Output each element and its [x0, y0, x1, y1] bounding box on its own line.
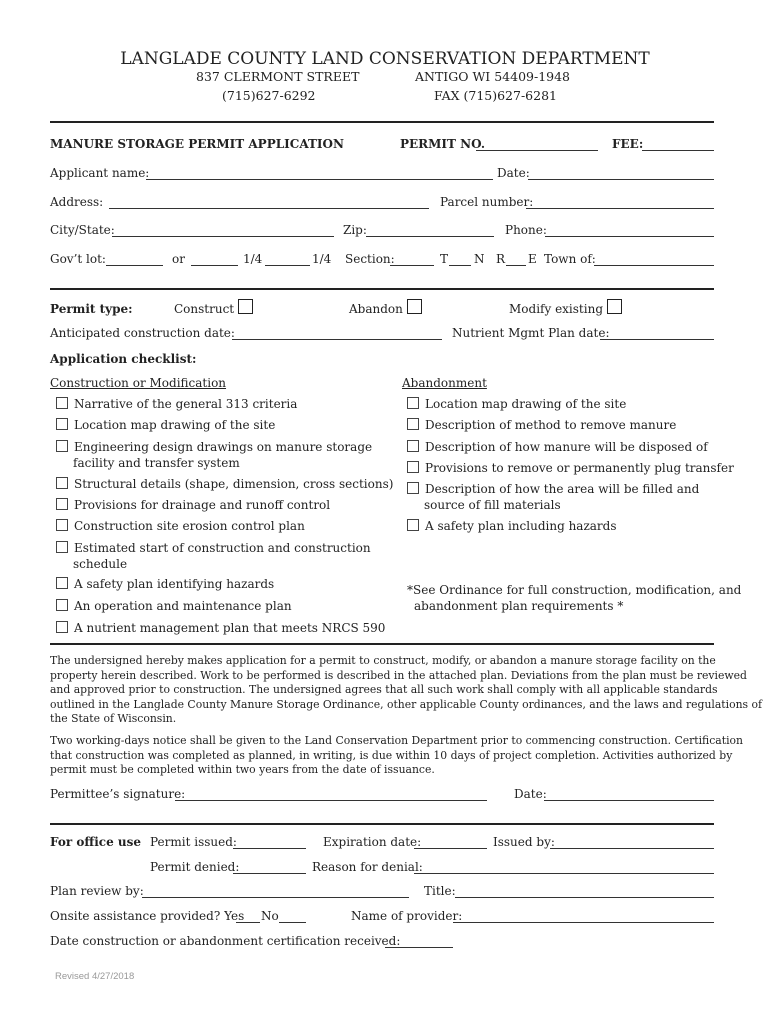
- revised-date: Revised 4/27/2018: [55, 971, 135, 982]
- modify-existing-checkbox[interactable]: [607, 299, 622, 314]
- quarter-field-2[interactable]: [265, 252, 310, 266]
- checkbox[interactable]: [56, 577, 68, 589]
- nutrient-plan-date-label: Nutrient Mgmt Plan date:: [452, 326, 610, 340]
- zip-field[interactable]: [366, 223, 494, 237]
- divider: [50, 121, 714, 123]
- date-label: Date:: [497, 166, 530, 180]
- govt-lot-field[interactable]: [106, 252, 163, 266]
- checklist-item[interactable]: Location map drawing of the site: [407, 397, 626, 411]
- applicant-name-label: Applicant name:: [50, 166, 150, 180]
- checkbox[interactable]: [407, 461, 419, 473]
- notice-paragraph: Two working-days notice shall be given to the Land Conservation Department prior to commencing construction. Certification that construction was completed as planned, in writing, is due within 10 days of project completion. Activities authorized by permit must be completed within two years from the date of issuance.: [50, 734, 743, 776]
- form-title: MANURE STORAGE PERMIT APPLICATION: [50, 137, 344, 151]
- parcel-number-field[interactable]: [526, 195, 714, 209]
- city-state-label: City/State:: [50, 223, 115, 237]
- east-label: E: [528, 252, 537, 266]
- checklist-heading: Application checklist:: [50, 352, 197, 366]
- checkbox[interactable]: [56, 621, 68, 633]
- anticipated-date-label: Anticipated construction date:: [50, 326, 235, 340]
- checkbox[interactable]: [56, 498, 68, 510]
- onsite-no-label: No: [261, 909, 279, 923]
- range-field[interactable]: [506, 252, 526, 266]
- permit-issued-field[interactable]: [233, 835, 306, 849]
- checklist-item[interactable]: Description of how manure will be disposed of: [407, 440, 708, 454]
- certification-date-label: Date construction or abandonment certification received:: [50, 934, 401, 948]
- phone-field[interactable]: [545, 223, 714, 237]
- title-field[interactable]: [455, 884, 714, 898]
- checklist-item-continued: facility and transfer system: [73, 456, 240, 470]
- govt-lot-label: Gov’t lot:: [50, 252, 106, 266]
- abandon-checkbox[interactable]: [407, 299, 422, 314]
- checkbox[interactable]: [407, 397, 419, 409]
- onsite-no-field[interactable]: [279, 909, 306, 923]
- office-use-label: For office use: [50, 835, 142, 849]
- onsite-label: Onsite assistance provided? Yes: [50, 909, 245, 923]
- ordinance-note: abandonment plan requirements *: [414, 599, 624, 613]
- checkbox[interactable]: [56, 397, 68, 409]
- permit-denied-label: Permit denied:: [150, 860, 240, 874]
- anticipated-date-field[interactable]: [232, 326, 442, 340]
- provider-field[interactable]: [453, 909, 714, 923]
- city-address: ANTIGO WI 54409-1948: [415, 69, 571, 84]
- checklist-item[interactable]: Provisions for drainage and runoff control: [56, 498, 330, 512]
- checkbox[interactable]: [407, 519, 419, 531]
- checklist-item-continued: source of fill materials: [424, 498, 561, 512]
- checkbox[interactable]: [56, 599, 68, 611]
- date-field[interactable]: [528, 166, 714, 180]
- certification-date-field[interactable]: [385, 934, 453, 948]
- reason-denial-label: Reason for denial:: [312, 860, 423, 874]
- north-label: N: [474, 252, 485, 266]
- fax-number: FAX (715)627-6281: [434, 88, 557, 103]
- checklist-item[interactable]: Narrative of the general 313 criteria: [56, 397, 297, 411]
- expiration-date-label: Expiration date:: [323, 835, 422, 849]
- checklist-item[interactable]: Description of how the area will be filled and: [407, 482, 699, 496]
- city-state-field[interactable]: [112, 223, 334, 237]
- checkbox[interactable]: [407, 418, 419, 430]
- address-field[interactable]: [109, 195, 429, 209]
- checklist-item[interactable]: An operation and maintenance plan: [56, 599, 292, 613]
- checklist-item[interactable]: A safety plan including hazards: [407, 519, 617, 533]
- divider: [50, 643, 714, 645]
- township-label: T: [440, 252, 449, 266]
- section-label: Section:: [345, 252, 395, 266]
- agreement-paragraph: The undersigned hereby makes application for a permit to construct, modify, or abandon a manure storage facility on the property herein described. Work to be performed is described in the attached plan. Deviations from the plan must be reviewed and approved prior to construction. The undersigned agrees that all such work shall comply with all applicable standards outlined in the Langlade County Manure Storage Ordinance, other applicable County ordinances, and the laws and regulations of the State of Wisconsin.: [50, 654, 763, 725]
- checkbox[interactable]: [56, 541, 68, 553]
- nutrient-plan-date-field[interactable]: [600, 326, 714, 340]
- phone-label: Phone:: [505, 223, 547, 237]
- phone-number: (715)627-6292: [222, 88, 316, 103]
- range-label: R: [496, 252, 506, 266]
- issued-by-label: Issued by:: [493, 835, 555, 849]
- parcel-number-label: Parcel number:: [440, 195, 534, 209]
- permit-type-label: Permit type:: [50, 302, 133, 316]
- permit-no-label: PERMIT NO.: [400, 137, 486, 151]
- plan-review-field[interactable]: [142, 884, 409, 898]
- divider: [50, 823, 714, 825]
- quarter-label-1: 1/4: [243, 252, 263, 266]
- town-of-field[interactable]: [594, 252, 714, 266]
- zip-label: Zip:: [343, 223, 367, 237]
- or-label: or: [172, 252, 185, 266]
- checklist-item[interactable]: Construction site erosion control plan: [56, 519, 305, 533]
- checklist-item[interactable]: Location map drawing of the site: [56, 418, 275, 432]
- signature-date-field[interactable]: [544, 787, 714, 801]
- modify-existing-label: Modify existing: [509, 302, 604, 316]
- checklist-item[interactable]: A nutrient management plan that meets NRCS 590: [56, 621, 385, 635]
- construct-label: Construct: [174, 302, 235, 316]
- permit-denied-field[interactable]: [233, 860, 306, 874]
- checkbox[interactable]: [407, 482, 419, 494]
- permit-no-field[interactable]: [476, 137, 598, 151]
- checklist-item[interactable]: Provisions to remove or permanently plug transfer: [407, 461, 734, 475]
- township-field[interactable]: [449, 252, 471, 266]
- checklist-item-continued: schedule: [73, 557, 128, 571]
- onsite-yes-field[interactable]: [236, 909, 260, 923]
- signature-label: Permittee’s signature:: [50, 787, 186, 801]
- street-address: 837 CLERMONT STREET: [196, 69, 360, 84]
- department-title: LANGLADE COUNTY LAND CONSERVATION DEPARTMENT: [120, 49, 650, 69]
- fee-label: FEE:: [612, 137, 644, 151]
- title-label: Title:: [424, 884, 456, 898]
- signature-field[interactable]: [175, 787, 487, 801]
- permit-issued-label: Permit issued:: [150, 835, 237, 849]
- checklist-item[interactable]: Estimated start of construction and construction: [56, 541, 371, 555]
- construct-checkbox[interactable]: [238, 299, 253, 314]
- fee-field[interactable]: [642, 137, 714, 151]
- checklist-item[interactable]: Engineering design drawings on manure storage: [56, 440, 372, 454]
- expiration-date-field[interactable]: [414, 835, 487, 849]
- provider-label: Name of provider:: [351, 909, 463, 923]
- checkbox[interactable]: [56, 477, 68, 489]
- section-field[interactable]: [390, 252, 434, 266]
- ordinance-note: *See Ordinance for full construction, modification, and: [407, 583, 742, 597]
- checkbox[interactable]: [407, 440, 419, 452]
- quarter-field-1[interactable]: [191, 252, 238, 266]
- applicant-name-field[interactable]: [146, 166, 493, 180]
- checkbox[interactable]: [56, 519, 68, 531]
- checklist-item[interactable]: A safety plan identifying hazards: [56, 577, 274, 591]
- construction-heading: Construction or Modification: [50, 376, 227, 390]
- plan-review-label: Plan review by:: [50, 884, 144, 898]
- checkbox[interactable]: [56, 418, 68, 430]
- address-label: Address:: [50, 195, 104, 209]
- divider: [50, 288, 714, 290]
- reason-denial-field[interactable]: [414, 860, 714, 874]
- abandon-label: Abandon: [349, 302, 403, 316]
- checkbox[interactable]: [56, 440, 68, 452]
- checklist-item[interactable]: Structural details (shape, dimension, cross sections): [56, 477, 393, 491]
- issued-by-field[interactable]: [550, 835, 714, 849]
- signature-date-label: Date:: [514, 787, 547, 801]
- quarter-label-2: 1/4: [312, 252, 332, 266]
- abandonment-heading: Abandonment: [402, 376, 487, 390]
- town-of-label: Town of:: [544, 252, 596, 266]
- checklist-item[interactable]: Description of method to remove manure: [407, 418, 676, 432]
